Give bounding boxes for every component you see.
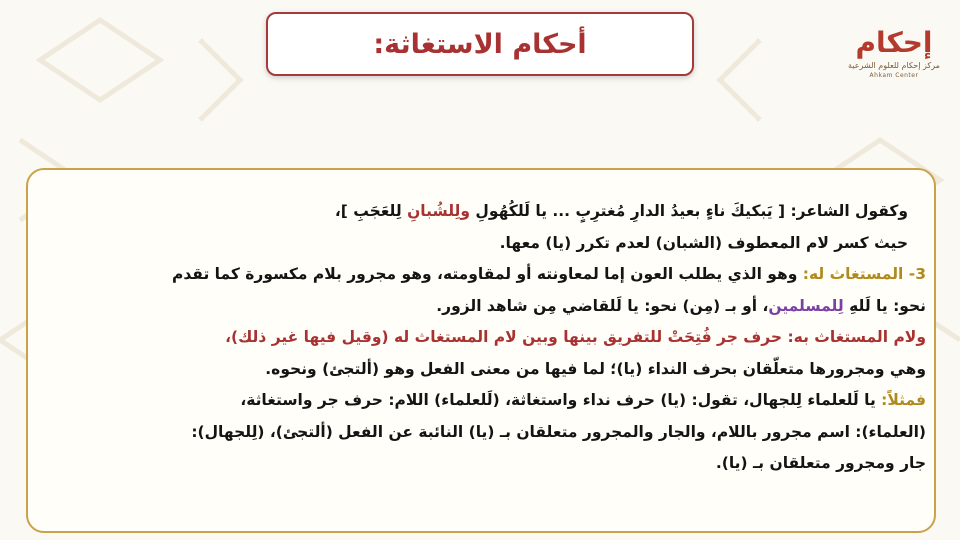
highlight-shuban: ولِلشُبانِ	[407, 202, 471, 220]
text-line-8	[36, 417, 926, 449]
text-line-9	[36, 448, 926, 480]
content-text	[36, 196, 926, 480]
line-text: يا لَلعلماء لِلجهال، تقول: (يا) حرف نداء واستغاثة، (لَلعلماء) اللام: حرف جر واستغاثة،	[240, 391, 882, 409]
page-title: أحكام الاستغاثة:	[373, 28, 587, 60]
text-line-5	[36, 322, 926, 354]
text-line-7	[36, 385, 926, 417]
highlight-muslimin: لِلمسلمين	[768, 296, 844, 315]
text-line-6	[36, 354, 926, 386]
line-text: حيث كسر لام المعطوف (الشبان) لعدم تكرر (يا) معها.	[499, 233, 908, 252]
line-text: جار ومجرور متعلقان بـ (يا).	[715, 454, 926, 472]
section-label-mustaghath-lahu: 3- المستغاث له:	[802, 265, 926, 283]
line-text: وهو الذي يطلب العون إما لمعاونته أو لمقاومته، وهو مجرور بلام مكسورة كما تقدم	[171, 265, 803, 283]
line-text: ولام المستغاث به: حرف جر فُتِحَتْ للتفريق بينها وبين لام المستغاث له (وقيل فيها غير ذلك)،	[225, 328, 926, 346]
logo-english: Ahkam Center	[869, 72, 919, 79]
example-label: فمثلاً:	[881, 391, 926, 409]
text-line-3	[36, 259, 926, 291]
logo-subtitle: مركز إحكام للعلوم الشرعية	[848, 61, 940, 70]
text-line-2	[36, 228, 926, 260]
line-text: نحو: يا لَلهِ	[843, 296, 926, 315]
logo	[846, 26, 942, 98]
title-banner	[266, 12, 694, 76]
poet-verse-end: لِلعَجَبِ ]،	[334, 202, 408, 220]
logo-word: إحكام	[855, 26, 933, 59]
line-text: ، أو بـ (مِن) نحو: يا لَلقاضي مِن شاهد الزور.	[436, 296, 769, 315]
text-line-4	[36, 291, 926, 323]
line-text: وهي ومجرورها متعلّقان بحرف النداء (يا)؛ لما فيها من معنى الفعل وهو (ألتجئ) ونحوه.	[265, 359, 926, 378]
poet-verse: وكقول الشاعر: [ يَبكيكَ ناءٍ بعيدُ الدارِ مُغترِبٍ ... يا لَلكُهُولِ	[470, 202, 908, 220]
line-text: (العلماء): اسم مجرور باللام، والجار والمجرور متعلقان بـ (يا) النائبة عن الفعل (ألتجئ)، (لِلجهال):	[191, 422, 926, 441]
text-line-1	[36, 196, 926, 228]
